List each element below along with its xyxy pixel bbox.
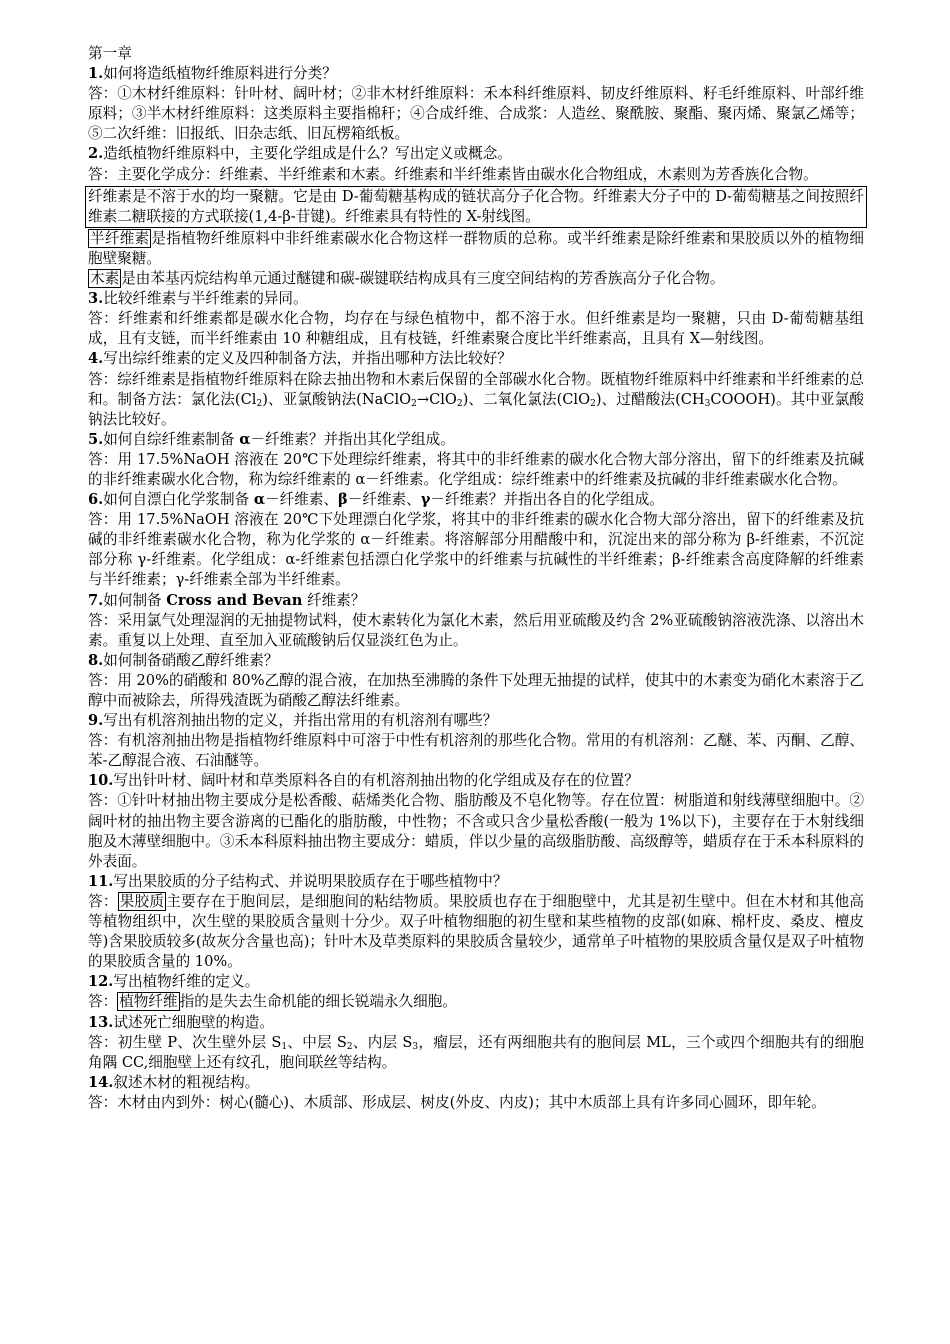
answer-1: 答：①木材纤维原料：针叶材、阔叶材；②非木材纤维原料：禾本科纤维原料、韧皮纤维原料、籽毛纤维原料、叶部纤维原料；③半木材纤维原料：这类原料主要指棉秆；④合成纤维、合成浆：人造丝、聚酰胺、聚酯、聚丙烯、聚氯乙烯等；⑤二次纤维：旧报纸、旧杂志纸、旧瓦楞箱纸板。 [88,85,864,143]
question-13: 13.试述死亡细胞壁的构造。 [88,1013,274,1031]
question-7: 7.如何制备 Cross and Bevan 纤维素？ [88,591,366,609]
hemicellulose-definition: 半纤维素 是指植物纤维原料中非纤维素碳水化合物这样一群物质的总称。或半纤维素是除纤维素和果胶质以外的植物细胞壁聚糖。 [88,229,864,267]
document-page [88,44,864,1113]
question-1: 1.如何将造纸植物纤维原料进行分类？ [88,65,337,83]
answer-13: 答：初生壁 P、次生壁外层 $S_1$、中层 $S_2$、内层 $S_3$，瘤层，还有两细胞共有的胞间层 ML，三个或四个细胞共有的细胞角隅 CC,细胞壁上还有纹孔，胞间联丝等结构。 [88,1033,865,1071]
answer-12: 答： 植物纤维 指的是失去生命机能的细长锐端永久细胞。 [88,993,457,1011]
answer-6: 答：用 17.5%NaOH 溶液在 20℃下处理漂白化学浆，将其中的非纤维素的碳水化合物大部分溶出，留下的纤维素及抗碱的非纤维素碳水化合物，称为化学浆的 α－纤维素。将溶解部分用醋酸中和，沉淀出来的部分称为 β-纤维素，不沉淀部分称 γ-纤维素。化学组成：α-纤维素包括漂白化学浆中的纤维素与抗碱性的半纤维素；β-纤维素含高度降解的纤维素与半纤维素；γ-纤维素全部为半纤维素。 [88,511,864,589]
plant-fiber-term: 植物纤维 [119,993,178,1011]
question-4: 4.写出综纤维素的定义及四种制备方法，并指出哪种方法比较好？ [88,350,512,368]
question-3: 3.比较纤维素与半纤维素的异同。 [88,290,308,308]
lignin-term: 木素 [90,270,120,288]
question-10: 10.写出针叶材、阔叶材和草类原料各自的有机溶剂抽出物的化学组成及存在的位置？ [88,772,639,790]
question-9: 9.写出有机溶剂抽出物的定义，并指出常用的有机溶剂有哪些？ [88,712,498,730]
question-5: 5.如何自综纤维素制备 α－纤维素？并指出其化学组成。 [88,430,455,448]
cellulose-definition: 纤维素是不溶于水的均一聚糖。它是由 D-葡萄糖基构成的链状高分子化合物。纤维素大分子中的 D-葡萄糖基之间按照纤维素二糖联接的方式联接(1,4-β-苷键)。纤维素具有特性的 X-射线图。 [85,186,867,228]
question-11: 11.写出果胶质的分子结构式、并说明果胶质存在于哪些植物中？ [88,872,508,890]
question-6: 6.如何自漂白化学浆制备 α－纤维素、β－纤维素、γ－纤维素？并指出各自的化学组成。 [88,491,664,509]
answer-5: 答：用 17.5%NaOH 溶液在 20℃下处理综纤维素，将其中的非纤维素的碳水化合物大部分溶出，留下的纤维素及抗碱的非纤维素碳水化合物，称为综纤维素的 α－纤维素。化学组成：综纤维素中的纤维素及抗碱的非纤维素碳水化合物。 [88,450,864,488]
question-8: 8.如何制备硝酸乙醇纤维素？ [88,651,279,669]
answer-7: 答：采用氯气处理湿润的无抽提物试料，使木素转化为氯化木素，然后用亚硫酸及约含 2%亚硫酸钠溶液洗涤、以溶出木素。重复以上处理、直至加入亚硫酸钠后仅显淡红色为止。 [88,611,864,649]
question-14: 14.叙述木材的粗视结构。 [88,1073,260,1091]
hemicellulose-term: 半纤维素 [90,229,150,247]
question-12: 12.写出植物纤维的定义。 [88,973,260,991]
answer-9: 答：有机溶剂抽出物是指植物纤维原料中可溶于中性有机溶剂的那些化合物。常用的有机溶剂：乙醚、苯、丙酮、乙醇、苯-乙醇混合液、石油醚等。 [88,732,864,770]
chapter-heading: 第一章 [88,45,132,62]
answer-4: 答：综纤维素是指植物纤维原料在除去抽出物和木素后保留的全部碳水化合物。既植物纤维原料中纤维素和半纤维素的总和。制备方法：氯化法$(Cl_2)$、亚氯酸钠法(NaClO$_2$→ClO$_2$)、二氧化氯法(ClO$_2$)、过醋酸法$(CH_3COOOH)$。其中亚氯酸钠法比较好。 [88,370,865,428]
answer-10: 答：①针叶材抽出物主要成分是松香酸、萜烯类化合物、脂肪酸及不皂化物等。存在位置：树脂道和射线薄壁细胞中。②阔叶材的抽出物主要含游离的已酯化的脂肪酸，中性物；不含或只含少量松香酸(一般为 1%以下)，主要存在于木射线细胞及木薄壁细胞中。③禾本科原料抽出物主要成分：蜡质，伴以少量的高级脂肪酸、高级醇等，蜡质存在于禾本科原料的外表面。 [88,792,864,870]
answer-11: 答： 果胶质 主要存在于胞间层，是细胞间的粘结物质。果胶质也存在于细胞壁中，尤其是初生壁中。但在木材和其他高等植物组织中，次生壁的果胶质含量则十分少。双子叶植物细胞的初生壁和某些植物的皮部(如麻、棉杆皮、桑皮、檀皮等)含果胶质较多(故灰分含量也高)；针叶木及草类原料的果胶质含量较少，通常单子叶植物的果胶质含量仅是双子叶植物的果胶质含量的 10%。 [88,892,864,971]
answer-14: 答：木材由内到外：树心(髓心)、木质部、形成层、树皮(外皮、内皮)；其中木质部上具有许多同心圆环，即年轮。 [88,1093,826,1111]
pectin-term: 果胶质 [119,892,165,910]
lignin-definition: 木素 是由苯基丙烷结构单元通过醚键和碳-碳键联结构成具有三度空间结构的芳香族高分子化合物。 [90,270,725,288]
answer-8: 答：用 20%的硝酸和 80%乙醇的混合液，在加热至沸腾的条件下处理无抽提的试样，使其中的木素变为硝化木素溶于乙醇中而被除去，所得残渣既为硝酸乙醇法纤维素。 [88,671,864,709]
question-2: 2.造纸植物纤维原料中，主要化学组成是什么？写出定义或概念。 [88,145,512,163]
answer-3: 答：纤维素和纤维素都是碳水化合物，均存在与绿色植物中，都不溶于水。但纤维素是均一聚糖，只由 D-葡萄糖基组成，且有支链，而半纤维素由 10 种糖组成，且有枝链，纤维素聚合度比半纤维素高，且具有 X—射线图。 [88,310,864,348]
answer-2: 答：主要化学成分：纤维素、半纤维素和木素。纤维素和半纤维素皆由碳水化合物组成，木素则为芳香族化合物。 [88,165,818,183]
